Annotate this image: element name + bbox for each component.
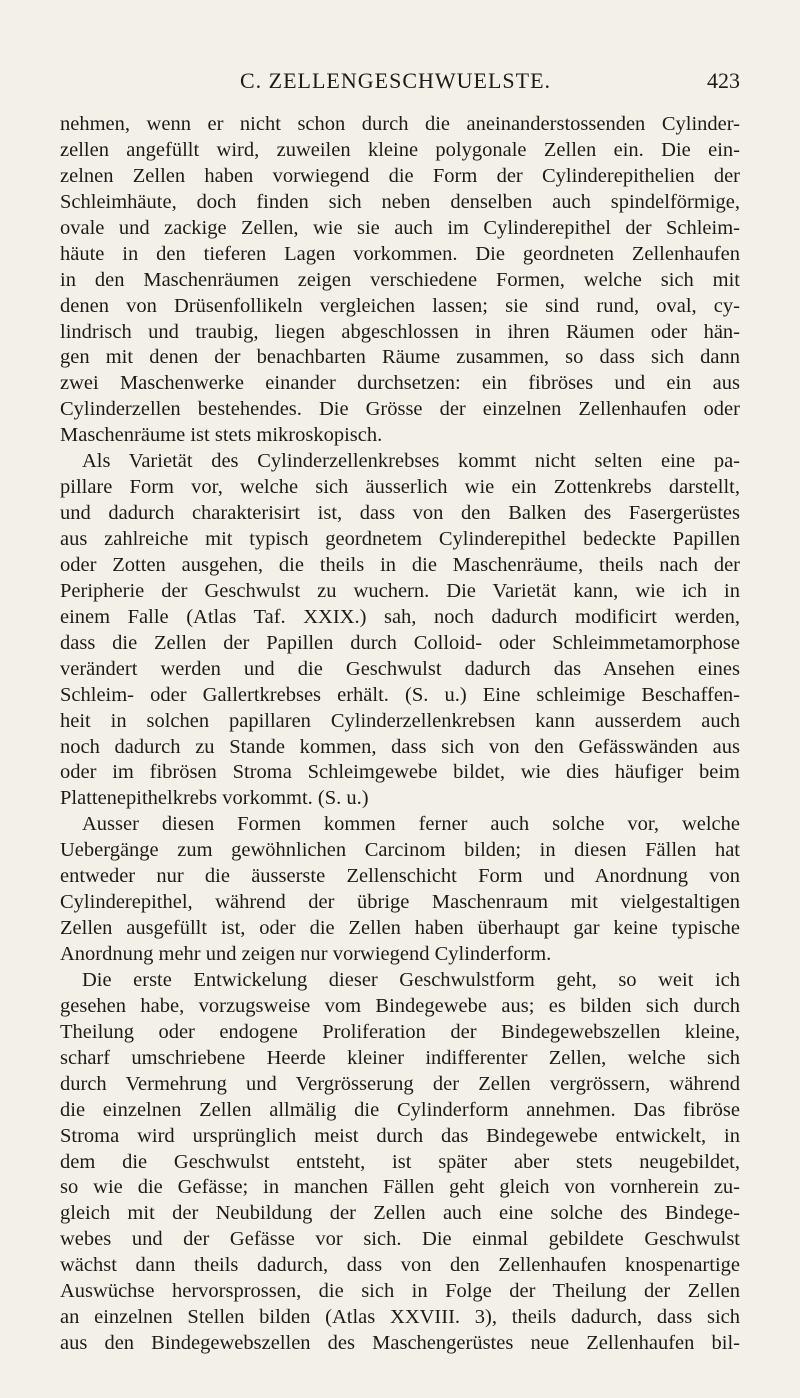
text-line: Zellen ausgefüllt ist, oder die Zellen haben überhaupt gar keine typische xyxy=(60,917,740,940)
text-line: in den Maschenräumen zeigen verschiedene Formen, welche sich mit xyxy=(60,268,740,291)
text-line: webes und der Gefässe vor sich. Die einmal gebildete Geschwulst xyxy=(60,1228,740,1251)
paragraph xyxy=(60,112,740,449)
text-line: Plattenepithelkrebs vorkommt. (S. u.) xyxy=(60,787,369,810)
text-line: zellen angefüllt wird, zuweilen kleine polygonale Zellen ein. Die ein- xyxy=(60,138,740,161)
running-head xyxy=(60,68,740,102)
text-line: durch Vermehrung und Vergrösserung der Zellen vergrössern, während xyxy=(60,1072,740,1095)
paragraph xyxy=(60,968,740,1357)
text-line: scharf umschriebene Heerde kleiner indifferenter Zellen, welche sich xyxy=(60,1046,740,1069)
text-line: nehmen, wenn er nicht schon durch die aneinanderstossenden Cylinder- xyxy=(60,113,740,135)
text-line: Cylinderepithel, während der übrige Maschenraum mit vielgestaltigen xyxy=(60,891,740,914)
page-number: 423 xyxy=(707,68,740,93)
text-line: ovale und zackige Zellen, wie sie auch im Cylinderepithel der Schleim- xyxy=(60,216,740,239)
text-line: Cylinderzellen bestehendes. Die Grösse der einzelnen Zellenhaufen oder xyxy=(60,398,740,421)
text-line: zwei Maschenwerke einander durchsetzen: ein fibröses und ein aus xyxy=(60,372,740,395)
text-line: Die erste Entwickelung dieser Geschwulstform geht, so weit ich xyxy=(82,968,740,991)
text-line: oder im fibrösen Stroma Schleimgewebe bildet, wie dies häufiger beim xyxy=(60,761,740,784)
text-line: lindrisch und traubig, liegen abgeschlossen in ihren Räumen oder hän- xyxy=(60,320,740,343)
text-line: zelnen Zellen haben vorwiegend die Form der Cylinderepithelien der xyxy=(60,164,740,187)
body-text xyxy=(60,112,740,1357)
text-line: noch dadurch zu Stande kommen, dass sich von den Gefässwänden aus xyxy=(60,735,740,758)
text-line: Uebergänge zum gewöhnlichen Carcinom bilden; in diesen Fällen hat xyxy=(60,839,740,862)
text-line: so wie die Gefässe; in manchen Fällen geht gleich von vornherein zu- xyxy=(60,1176,740,1199)
text-line: verändert werden und die Geschwulst dadurch das Ansehen eines xyxy=(60,657,740,680)
text-line: Auswüchse hervorsprossen, die sich in Folge der Theilung der Zellen xyxy=(60,1280,740,1303)
text-line: Peripherie der Geschwulst zu wuchern. Die Varietät kann, wie ich in xyxy=(60,579,740,602)
text-line: wächst dann theils dadurch, dass von den Zellenhaufen knospenartige xyxy=(60,1254,740,1277)
text-line: entweder nur die äusserste Zellenschicht Form und Anordnung von xyxy=(60,865,740,888)
text-line: die einzelnen Zellen allmälig die Cylinderform annehmen. Das fibröse xyxy=(60,1098,740,1121)
paragraph xyxy=(60,449,740,812)
text-line: dass die Zellen der Papillen durch Colloid- oder Schleimmetamorphose xyxy=(60,631,740,654)
text-line: gleich mit der Neubildung der Zellen auch eine solche des Bindege- xyxy=(60,1202,740,1225)
text-line: aus zahlreiche mit typisch geordnetem Cylinderepithel bedeckte Papillen xyxy=(60,528,740,550)
text-line: oder Zotten ausgehen, die theils in die Maschenräume, theils nach der xyxy=(60,553,740,576)
text-line: Ausser diesen Formen kommen ferner auch solche vor, welche xyxy=(82,813,740,836)
text-line: Stroma wird ursprünglich meist durch das Bindegewebe entwickelt, in xyxy=(60,1124,740,1147)
text-line: einem Falle (Atlas Taf. XXIX.) sah, noch dadurch modificirt werden, xyxy=(60,605,740,628)
paragraph xyxy=(60,812,740,968)
text-line: Anordnung mehr und zeigen nur vorwiegend Cylinderform. xyxy=(60,943,552,965)
text-line: häute in den tieferen Lagen vorkommen. Die geordneten Zellenhaufen xyxy=(60,242,740,265)
running-title: C. ZELLENGESCHWUELSTE. xyxy=(240,68,552,93)
text-line: aus den Bindegewebszellen des Maschengerüstes neue Zellenhaufen bil- xyxy=(60,1332,740,1355)
text-line: an einzelnen Stellen bilden (Atlas XXVIII. 3), theils dadurch, dass sich xyxy=(60,1306,740,1329)
text-line: und dadurch charakterisirt ist, dass von den Balken des Fasergerüstes xyxy=(60,502,740,525)
text-line: Maschenräume ist stets mikroskopisch. xyxy=(60,424,383,447)
text-line: Schleim- oder Gallertkrebses erhält. (S. u.) Eine schleimige Beschaffen- xyxy=(60,683,740,706)
text-line: gen mit denen der benachbarten Räume zusammen, so dass sich dann xyxy=(60,346,740,369)
text-line: heit in solchen papillaren Cylinderzellenkrebsen kann ausserdem auch xyxy=(60,709,740,732)
text-line: denen von Drüsenfollikeln vergleichen lassen; sie sind rund, oval, cy- xyxy=(60,294,740,317)
text-line: Theilung oder endogene Proliferation der Bindegewebszellen kleine, xyxy=(60,1020,740,1043)
text-line: dem die Geschwulst entsteht, ist später aber stets neugebildet, xyxy=(60,1150,740,1173)
text-line: Schleimhäute, doch finden sich neben denselben auch spindelförmige, xyxy=(60,190,740,213)
text-line: Als Varietät des Cylinderzellenkrebses kommt nicht selten eine pa- xyxy=(82,450,740,473)
text-line: pillare Form vor, welche sich äusserlich wie ein Zottenkrebs darstellt, xyxy=(60,476,740,499)
text-line: gesehen habe, vorzugsweise vom Bindegewebe aus; es bilden sich durch xyxy=(60,994,740,1017)
